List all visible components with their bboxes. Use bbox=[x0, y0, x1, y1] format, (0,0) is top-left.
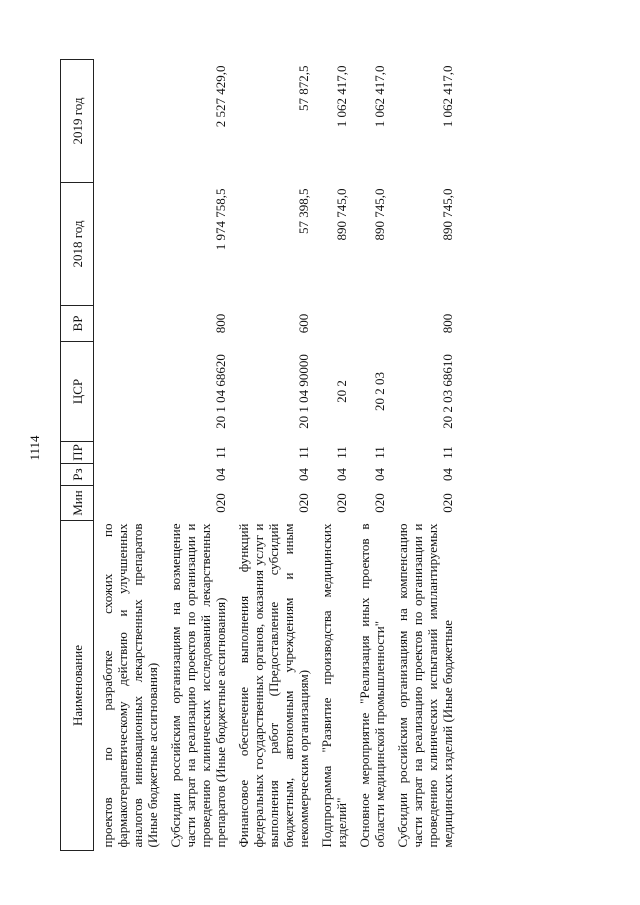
row-min bbox=[94, 486, 163, 521]
header-name: Наименование bbox=[61, 521, 94, 851]
table-row bbox=[230, 60, 313, 851]
row-pr: 11 bbox=[372, 446, 387, 459]
row-name: Субсидии российским организациям на возмещение части затрат на реализацию проектов по организации и проведению клинических исследований лекарственных препаратов (Иные бюджетные ассигнования) bbox=[168, 523, 228, 848]
row-rz: 04 bbox=[372, 468, 387, 481]
row-min: 020 bbox=[296, 493, 311, 513]
row-min: 020 bbox=[334, 493, 349, 513]
row-min: 020 bbox=[213, 493, 228, 513]
row-rz bbox=[94, 464, 163, 486]
header-vr: ВР bbox=[61, 306, 94, 342]
row-pr: 11 bbox=[213, 446, 228, 459]
row-2019: 1 062 417,0 bbox=[440, 65, 455, 128]
row-2019: 1 062 417,0 bbox=[334, 65, 349, 128]
header-pr: ПР bbox=[61, 442, 94, 464]
row-csr bbox=[94, 342, 163, 442]
row-2018: 890 745,0 bbox=[440, 188, 455, 241]
row-vr bbox=[313, 306, 351, 342]
row-2018: 1 974 758,5 bbox=[213, 188, 228, 251]
row-csr: 20 1 04 90000 bbox=[296, 354, 311, 429]
row-2019 bbox=[94, 60, 163, 183]
row-2019: 1 062 417,0 bbox=[372, 65, 387, 128]
row-name: Субсидии российским организациям на компенсацию части затрат на реализацию проектов по организации и проведению клинических испытаний имплантируемых медицинских изделий (Иные бюджетные bbox=[395, 523, 455, 848]
budget-table bbox=[60, 59, 457, 851]
row-rz: 04 bbox=[296, 468, 311, 481]
header-csr: ЦСР bbox=[61, 342, 94, 442]
row-min: 020 bbox=[440, 493, 455, 513]
row-vr: 800 bbox=[440, 313, 455, 334]
page-number: 1114 bbox=[27, 435, 42, 461]
table-header-row bbox=[61, 60, 94, 851]
row-csr: 20 2 03 68610 bbox=[440, 354, 455, 429]
row-2019: 2 527 429,0 bbox=[213, 65, 228, 128]
row-csr: 20 2 03 bbox=[372, 372, 387, 411]
table-row bbox=[389, 60, 457, 851]
row-name: Основное мероприятие "Реализация иных проектов в области медицинской промышленности" bbox=[357, 523, 387, 848]
row-csr: 20 1 04 68620 bbox=[213, 354, 228, 429]
row-pr: 11 bbox=[440, 446, 455, 459]
header-min: Мин bbox=[61, 486, 94, 521]
header-2018: 2018 год bbox=[61, 183, 94, 306]
header-rz: Рз bbox=[61, 464, 94, 486]
row-csr: 20 2 bbox=[334, 380, 349, 403]
row-rz: 04 bbox=[213, 468, 228, 481]
row-pr bbox=[94, 442, 163, 464]
row-pr: 11 bbox=[296, 446, 311, 459]
row-rz: 04 bbox=[440, 468, 455, 481]
table-row bbox=[313, 60, 351, 851]
row-2019: 57 872,5 bbox=[296, 65, 311, 111]
row-name: Финансовое обеспечение выполнения функций федеральных государственных органов, оказания услуг и выполнения работ (Предоставление субсидий бюджетным, автономным учреждениям и иным некоммерческим организациям) bbox=[236, 523, 311, 848]
row-min: 020 bbox=[372, 493, 387, 513]
row-vr: 600 bbox=[296, 313, 311, 334]
budget-table-sheet bbox=[60, 60, 600, 851]
table-row bbox=[94, 60, 163, 851]
row-2018: 890 745,0 bbox=[372, 188, 387, 241]
row-vr: 800 bbox=[213, 313, 228, 334]
row-2018: 890 745,0 bbox=[334, 188, 349, 241]
row-rz: 04 bbox=[334, 468, 349, 481]
row-name: проектов по разработке схожих по фармакотерапевтическому действию и улучшенных аналогов инновационных лекарственных препаратов (Иные бюджетные ассигнования) bbox=[100, 523, 160, 848]
row-vr bbox=[351, 306, 389, 342]
table-row bbox=[162, 60, 230, 851]
row-2018: 57 398,5 bbox=[296, 188, 311, 234]
header-2019: 2019 год bbox=[61, 60, 94, 183]
row-pr: 11 bbox=[334, 446, 349, 459]
row-name: Подпрограмма "Развитие производства медицинских изделий" bbox=[319, 523, 349, 848]
table-row bbox=[351, 60, 389, 851]
row-2018 bbox=[94, 183, 163, 306]
row-vr bbox=[94, 306, 163, 342]
